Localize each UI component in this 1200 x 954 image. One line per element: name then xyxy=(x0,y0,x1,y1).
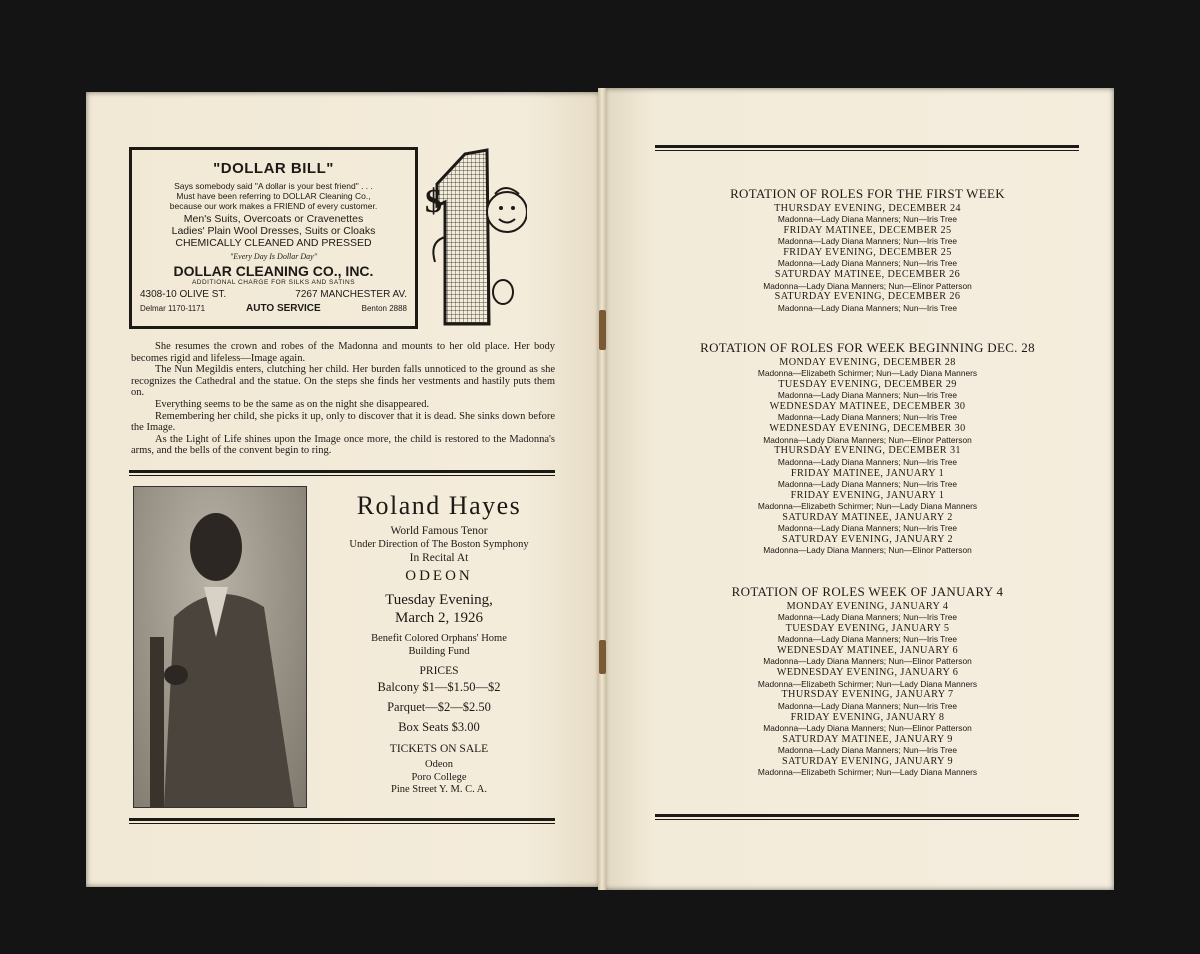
performance-cast: Madonna—Elizabeth Schirmer; Nun—Lady Diana Manners xyxy=(757,678,978,689)
performance-date: THURSDAY EVENING, DECEMBER 24 xyxy=(774,203,961,214)
price-line: Box Seats $3.00 xyxy=(398,720,480,735)
ad-service-line: CHEMICALLY CLEANED AND PRESSED xyxy=(175,237,372,249)
performance-cast: Madonna—Lady Diana Manners; Nun—Iris Tree xyxy=(777,302,958,313)
performance-cast: Madonna—Elizabeth Schirmer; Nun—Lady Diana Manners xyxy=(757,500,978,511)
rotation-heading: ROTATION OF ROLES WEEK OF JANUARY 4 xyxy=(731,584,1004,599)
book-spine xyxy=(598,88,606,890)
performance-cast: Madonna—Lady Diana Manners; Nun—Elinor Patterson xyxy=(763,722,972,733)
roland-hayes-portrait xyxy=(133,486,307,808)
performance-date: FRIDAY MATINEE, JANUARY 1 xyxy=(790,467,945,479)
story-paragraph: The Nun Megildis enters, clutching her child. Her burden falls unnoticed to the ground as she recognizes the Cathedral and the statue. On the steps she finds her vestments and hastily puts them on. xyxy=(131,364,555,399)
ticket-outlet: Poro College xyxy=(411,771,467,783)
performance-date: SATURDAY EVENING, DECEMBER 26 xyxy=(774,291,961,303)
performance-date: MONDAY EVENING, JANUARY 4 xyxy=(786,601,949,612)
performance-cast: Madonna—Lady Diana Manners; Nun—Iris Tree xyxy=(777,390,958,401)
performance-date: TUESDAY EVENING, JANUARY 5 xyxy=(785,623,950,635)
recital-day: Tuesday Evening, xyxy=(385,592,493,609)
benefit-line: Building Fund xyxy=(408,645,470,657)
benefit-line: Benefit Colored Orphans' Home xyxy=(371,633,507,645)
story-text xyxy=(131,341,555,457)
recital-date: March 2, 1926 xyxy=(395,610,483,627)
price-line: Parquet—$2—$2.50 xyxy=(387,700,491,715)
ad-intro-line: Says somebody said "A dollar is your best friend" . . . xyxy=(174,181,373,191)
performance-date: SATURDAY MATINEE, JANUARY 2 xyxy=(782,511,953,523)
performance-cast: Madonna—Lady Diana Manners; Nun—Iris Tree xyxy=(777,744,958,755)
performance-cast: Madonna—Lady Diana Manners; Nun—Elinor Patterson xyxy=(763,545,972,556)
ad-service-line: Men's Suits, Overcoats or Cravenettes xyxy=(183,213,364,225)
ad-address-right: 7267 MANCHESTER AV. xyxy=(295,289,407,300)
performance-date: WEDNESDAY EVENING, JANUARY 6 xyxy=(776,667,959,679)
performance-date: TUESDAY EVENING, DECEMBER 29 xyxy=(778,379,957,391)
rotation-section-jan-4 xyxy=(660,584,1075,778)
performance-date: THURSDAY EVENING, JANUARY 7 xyxy=(781,689,954,701)
ad-phone-right: Benton 2888 xyxy=(361,304,407,313)
portrait-figure-icon xyxy=(134,487,306,807)
ticket-outlet: Odeon xyxy=(425,759,453,771)
performance-cast: Madonna—Lady Diana Manners; Nun—Iris Tree xyxy=(777,412,958,423)
performer-name: Roland Hayes xyxy=(356,491,522,520)
performance-date: FRIDAY EVENING, JANUARY 8 xyxy=(790,711,945,723)
performance-date: SATURDAY MATINEE, JANUARY 9 xyxy=(782,733,953,745)
dollar-sign-glyph: $ xyxy=(425,183,442,220)
recital-label: In Recital At xyxy=(409,551,469,564)
price-line: Balcony $1—$1.50—$2 xyxy=(377,680,501,695)
performance-cast: Madonna—Lady Diana Manners; Nun—Elinor Patterson xyxy=(763,434,972,445)
staple-bottom xyxy=(599,640,606,674)
roland-hayes-ad xyxy=(318,490,560,797)
performance-date: FRIDAY MATINEE, DECEMBER 25 xyxy=(783,225,952,237)
venue-name: ODEON xyxy=(405,568,473,585)
performance-cast: Madonna—Lady Diana Manners; Nun—Iris Tree xyxy=(777,522,958,533)
performance-date: THURSDAY EVENING, DECEMBER 31 xyxy=(774,445,961,457)
performance-date: SATURDAY EVENING, JANUARY 2 xyxy=(782,533,953,545)
ad-phone-left: Delmar 1170-1171 xyxy=(140,304,206,313)
dollar-cleaning-ad xyxy=(129,147,418,329)
ad-company-name: DOLLAR CLEANING CO., INC. xyxy=(173,263,374,279)
story-paragraph: Everything seems to be the same as on the night she disappeared. xyxy=(155,398,430,410)
performance-date: SATURDAY EVENING, JANUARY 9 xyxy=(782,755,953,767)
prices-heading: PRICES xyxy=(419,664,459,677)
performance-date: SATURDAY MATINEE, DECEMBER 26 xyxy=(774,269,961,281)
performance-cast: Madonna—Lady Diana Manners; Nun—Iris Tree xyxy=(777,612,958,623)
ad-intro-line: because our work makes a FRIEND of every customer. xyxy=(169,201,378,211)
performance-cast: Madonna—Lady Diana Manners; Nun—Iris Tree xyxy=(777,634,958,645)
performance-cast: Madonna—Lady Diana Manners; Nun—Elinor Patterson xyxy=(763,656,972,667)
divider-rule xyxy=(655,814,1079,817)
performance-date: WEDNESDAY EVENING, DECEMBER 30 xyxy=(769,423,966,435)
rotation-section-dec-28 xyxy=(660,340,1075,556)
performance-cast: Madonna—Lady Diana Manners; Nun—Iris Tree xyxy=(777,478,958,489)
performer-direction: Under Direction of The Boston Symphony xyxy=(349,538,529,550)
ad-charge-note: ADDITIONAL CHARGE FOR SILKS AND SATINS xyxy=(191,279,356,286)
rotation-heading: ROTATION OF ROLES FOR WEEK BEGINNING DEC. 28 xyxy=(700,340,1035,355)
dollar-one-cartoon-icon xyxy=(415,142,527,332)
divider-rule xyxy=(129,818,555,821)
performance-cast: Madonna—Lady Diana Manners; Nun—Iris Tree xyxy=(777,258,958,269)
ticket-outlet: Pine Street Y. M. C. A. xyxy=(391,784,487,796)
performance-cast: Madonna—Lady Diana Manners; Nun—Iris Tree xyxy=(777,456,958,467)
performer-subtitle: World Famous Tenor xyxy=(390,525,488,538)
ad-title: "DOLLAR BILL" xyxy=(213,160,334,177)
performance-date: WEDNESDAY MATINEE, DECEMBER 30 xyxy=(769,401,966,413)
performance-cast: Madonna—Lady Diana Manners; Nun—Elinor Patterson xyxy=(763,280,972,291)
story-paragraph: Remembering her child, she picks it up, only to discover that it is dead. She sinks down before the Image. xyxy=(131,410,555,434)
rotation-section-first-week xyxy=(660,186,1075,314)
ad-service-line: Ladies' Plain Wool Dresses, Suits or Cloaks xyxy=(171,225,376,237)
story-paragraph: She resumes the crown and robes of the Madonna and mounts to her old place. Her body becomes rigid and lifeless—Image again. xyxy=(131,341,555,364)
story-paragraph: As the Light of Life shines upon the Image once more, the child is restored to the Madonna's arms, and the bells of the convent begin to ring. xyxy=(131,433,555,457)
performance-date: FRIDAY EVENING, DECEMBER 25 xyxy=(783,247,952,259)
performance-cast: Madonna—Lady Diana Manners; Nun—Iris Tree xyxy=(777,236,958,247)
performance-date: FRIDAY EVENING, JANUARY 1 xyxy=(790,489,945,501)
divider-rule xyxy=(655,145,1079,148)
performance-cast: Madonna—Elizabeth Schirmer; Nun—Lady Diana Manners xyxy=(757,368,978,379)
ad-address-left: 4308-10 OLIVE ST. xyxy=(140,289,227,300)
rotation-heading: ROTATION OF ROLES FOR THE FIRST WEEK xyxy=(730,186,1005,201)
divider-rule xyxy=(129,470,555,473)
staple-top xyxy=(599,310,606,350)
ad-slogan: "Every Day Is Dollar Day" xyxy=(229,252,318,261)
tickets-heading: TICKETS ON SALE xyxy=(389,743,489,756)
ad-intro-line: Must have been referring to DOLLAR Cleaning Co., xyxy=(176,191,371,201)
performance-cast: Madonna—Elizabeth Schirmer; Nun—Lady Diana Manners xyxy=(757,766,978,777)
performance-date: WEDNESDAY MATINEE, JANUARY 6 xyxy=(777,645,958,657)
performance-date: MONDAY EVENING, DECEMBER 28 xyxy=(779,357,956,368)
performance-cast: Madonna—Lady Diana Manners; Nun—Iris Tree xyxy=(777,700,958,711)
ad-auto-service: AUTO SERVICE xyxy=(246,303,321,314)
performance-cast: Madonna—Lady Diana Manners; Nun—Iris Tree xyxy=(777,214,958,225)
